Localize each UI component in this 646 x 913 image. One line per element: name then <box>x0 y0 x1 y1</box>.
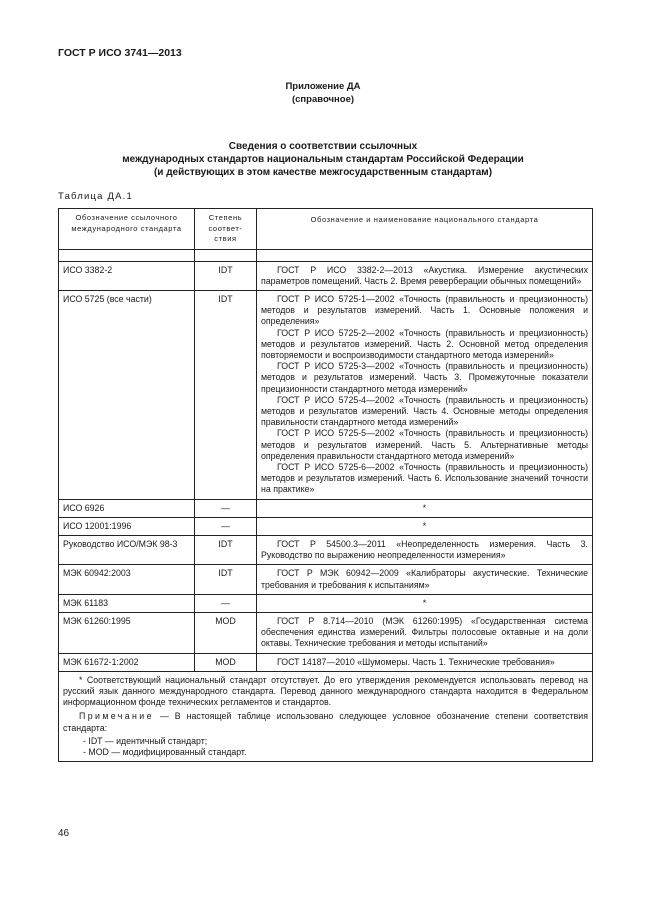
standard-entry: ГОСТ Р ИСО 5725-2—2002 «Точность (правильность и прецизионность) методов и результатов измерений. Часть 2. Основной метод определения повторяемости и воспроизводимости стандартного метода измерений» <box>261 327 588 360</box>
reference-cell: МЭК 60942:2003 <box>59 565 195 594</box>
degree-cell: IDT <box>195 261 257 290</box>
standard-entry: ГОСТ Р ИСО 5725-3—2002 «Точность (правильность и прецизионность) методов и результатов измерений. Часть 3. Промежуточные показатели прецизионности стандартного метода измерений» <box>261 361 588 394</box>
reference-cell: ИСО 3382-2 <box>59 261 195 290</box>
column-header-degree: Степень соответ-ствия <box>195 209 257 250</box>
table-row <box>59 594 593 612</box>
national-standard-cell: * <box>257 517 593 535</box>
national-standard-cell <box>257 653 593 671</box>
degree-cell: — <box>195 594 257 612</box>
reference-cell: МЭК 61672-1:2002 <box>59 653 195 671</box>
table-row <box>59 499 593 517</box>
table-row <box>59 517 593 535</box>
section-heading <box>0 140 646 179</box>
heading-line-3: (и действующих в этом качестве межгосударственным стандартам) <box>153 167 493 178</box>
legend-idt: - IDT — идентичный стандарт; <box>83 735 208 746</box>
annex-block <box>0 80 646 106</box>
degree-cell: — <box>195 517 257 535</box>
correspondence-table <box>58 208 593 762</box>
standard-entry: ГОСТ Р 8.714—2010 (МЭК 61260:1995) «Государственная система обеспечения единства измерений. Фильтры полосовые октавные и на доли октавы. Технические требования и методы испытаний» <box>261 615 588 649</box>
reference-cell: ИСО 12001:1996 <box>59 517 195 535</box>
national-standard-cell <box>257 565 593 594</box>
reference-cell: ИСО 5725 (все части) <box>59 290 195 499</box>
standard-entry: ГОСТ Р ИСО 3382-2—2013 «Акустика. Измерение акустических параметров помещений. Часть 2. Время реверберации обычных помещений» <box>261 264 588 286</box>
national-standard-cell <box>257 612 593 653</box>
note-text: — В настоящей таблице использовано следующее условное обозначение степени соответствия стандарта: <box>63 711 588 733</box>
reference-cell: Руководство ИСО/МЭК 98-3 <box>59 535 195 564</box>
national-standard-cell <box>257 261 593 290</box>
table-row <box>59 612 593 653</box>
note-label: Примечание <box>79 711 154 722</box>
page-number: 46 <box>58 828 70 839</box>
degree-cell: MOD <box>195 612 257 653</box>
table-row <box>59 565 593 594</box>
degree-cell: IDT <box>195 535 257 564</box>
column-header-reference: Обозначение ссылочного международного стандарта <box>59 209 195 250</box>
column-header-national: Обозначение и наименование национального стандарта <box>257 209 593 250</box>
degree-cell: MOD <box>195 653 257 671</box>
header-spacer-row <box>59 249 593 261</box>
degree-cell: IDT <box>195 290 257 499</box>
standard-entry: ГОСТ Р ИСО 5725-6—2002 «Точность (правильность и прецизионность) методов и результатов измерений. Часть 6. Использование значений точности на практике» <box>261 461 588 495</box>
national-standard-cell <box>257 535 593 564</box>
table-row <box>59 535 593 564</box>
table-header-row <box>59 209 593 250</box>
national-standard-cell <box>257 290 593 499</box>
standard-entry: ГОСТ Р 54500.3—2011 «Неопределенность измерения. Часть 3. Руководство по выражению неопределенности измерения» <box>261 538 588 561</box>
table-row <box>59 290 593 499</box>
footnote-star-note: * Соответствующий национальный стандарт отсутствует. До его утверждения рекомендуется использовать перевод на русский язык данного международного стандарта. Перевод данного международного стандарта находится в Федеральном информационном фонде технических регламентов и стандартов. <box>63 674 588 708</box>
standard-entry: ГОСТ 14187—2010 «Шумомеры. Часть 1. Технические требования» <box>277 656 555 667</box>
standard-entry: ГОСТ Р ИСО 5725-1—2002 «Точность (правильность и прецизионность) методов и результатов измерений. Часть 1. Основные положения и определения» <box>261 293 588 327</box>
annex-title: Приложение ДА <box>285 81 361 92</box>
heading-line-1: Сведения о соответствии ссылочных <box>228 141 418 152</box>
standard-entry: ГОСТ Р МЭК 60942—2009 «Калибраторы акустические. Технические требования и требования к испытаниям» <box>261 568 588 590</box>
table-row <box>59 653 593 671</box>
legend-mod: - MOD — модифицированный стандарт. <box>83 747 247 758</box>
heading-line-2: международных стандартов национальным стандартам Российской Федерации <box>122 154 524 165</box>
degree-cell: — <box>195 499 257 517</box>
table-footnote-row <box>59 671 593 761</box>
standard-entry: ГОСТ Р ИСО 5725-5—2002 «Точность (правильность и прецизионность) методов и результатов измерений. Часть 5. Альтернативные методы определения правильности стандартного метода измерений» <box>261 428 588 461</box>
table-row <box>59 261 593 290</box>
footnote-note <box>63 711 588 733</box>
national-standard-cell: * <box>257 594 593 612</box>
document-code: ГОСТ Р ИСО 3741—2013 <box>58 47 182 59</box>
national-standard-cell: * <box>257 499 593 517</box>
reference-cell: МЭК 61183 <box>59 594 195 612</box>
reference-cell: ИСО 6926 <box>59 499 195 517</box>
table-caption: Таблица ДА.1 <box>58 191 133 202</box>
annex-subtitle: (справочное) <box>291 94 355 105</box>
table-footnote <box>59 671 593 761</box>
degree-cell: IDT <box>195 565 257 594</box>
standard-entry: ГОСТ Р ИСО 5725-4—2002 «Точность (правильность и прецизионность) методов и результатов измерений. Часть 4. Основные методы определения правильности стандартного метода измерений» <box>261 394 588 428</box>
reference-cell: МЭК 61260:1995 <box>59 612 195 653</box>
